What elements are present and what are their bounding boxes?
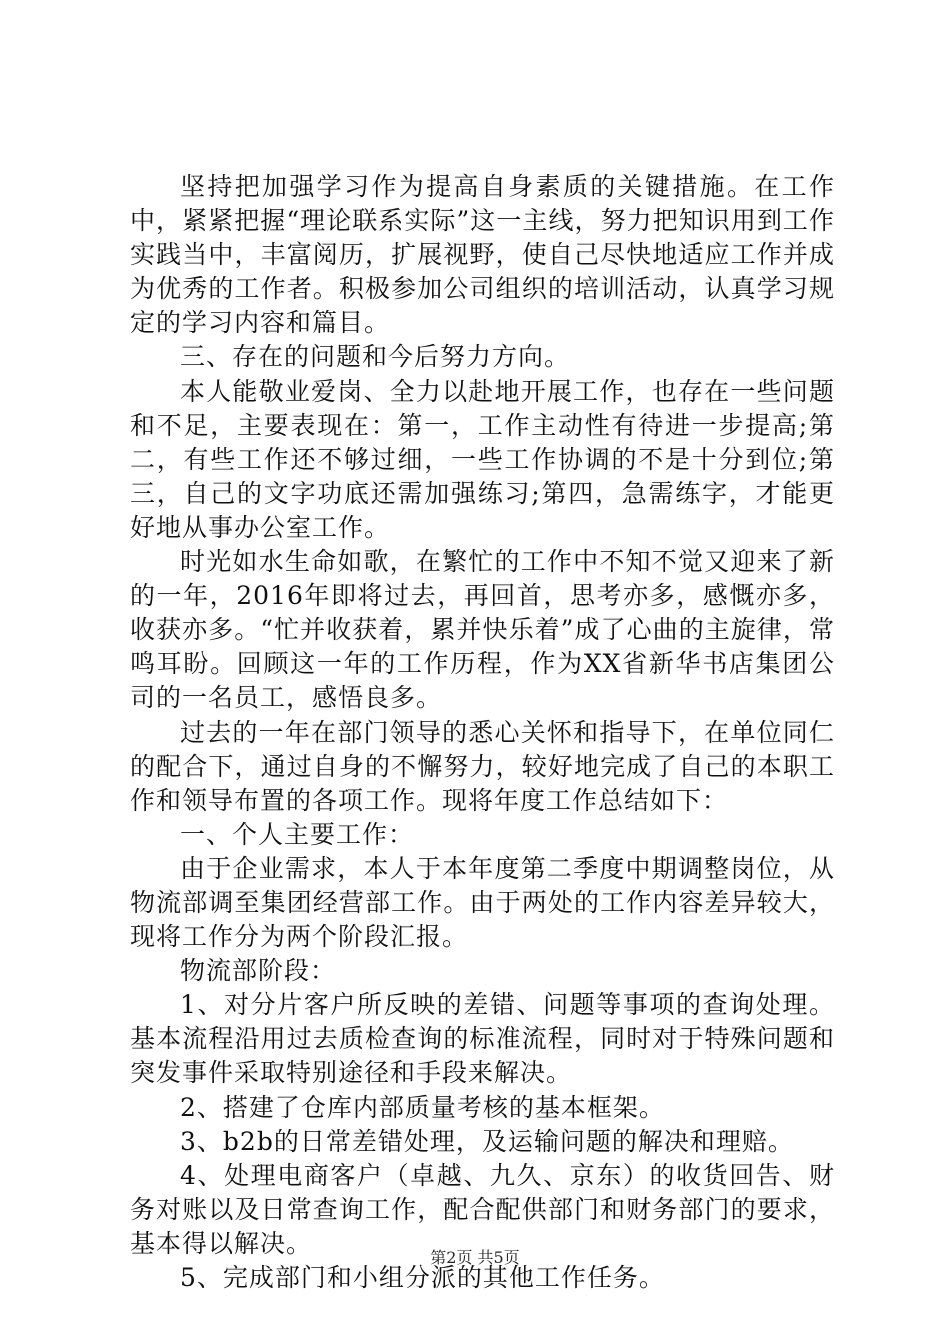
list-item-3: 3、b2b的日常差错处理，及运输问题的解决和理赔。 [180, 1126, 794, 1156]
heading-main-work: 一、个人主要工作： [180, 819, 415, 849]
list-item-5: 5、完成部门和小组分派的其他工作任务。 [180, 1263, 665, 1292]
paragraph-year-review: 时光如水生命如歌，在繁忙的工作中不知不觉又迎来了新的一年，2016年即将过去，再回首，思考亦多，感慨亦多，收获亦多。“忙并收获着，累并快乐着”成了心曲的主旋律，常鸣耳盼。回顾这一年的工作历程，作为XX省新华书店集团公司的一名员工，感悟良多。 [130, 547, 835, 713]
page-number-footer: 第2页 共5页 [430, 1248, 520, 1267]
list-item-1: 1、对分片客户所反映的差错、问题等事项的查询处理。基本流程沿用过去质检查询的标准流程，同时对于特殊问题和突发事件采取特别途径和手段来解决。 [130, 990, 835, 1088]
heading-logistics-stage: 物流部阶段： [180, 956, 337, 986]
paragraph-study: 坚持把加强学习作为提高自身素质的关键措施。在工作中，紧紧把握“理论联系实际”这一主线，努力把知识用到工作实践当中，丰富阅历，扩展视野，使自己尽快地适应工作并成为优秀的工作者。积极参加公司组织的培训活动，认真学习规定的学习内容和篇目。 [130, 172, 835, 338]
document-body [130, 170, 835, 1295]
list-item-2: 2、搭建了仓库内部质量考核的基本框架。 [180, 1092, 665, 1122]
paragraph-summary-intro: 过去的一年在部门领导的悉心关怀和指导下，在单位同仁的配合下，通过自身的不懈努力，较好地完成了自己的本职工作和领导布置的各项工作。现将年度工作总结如下： [130, 717, 835, 815]
paragraph-position-change: 由于企业需求，本人于本年度第二季度中期调整岗位，从物流部调至集团经营部工作。由于两处的工作内容差异较大，现将工作分为两个阶段汇报。 [130, 853, 835, 952]
paragraph-shortcomings: 本人能敬业爱岗、全力以赴地开展工作，也存在一些问题和不足，主要表现在：第一，工作主动性有待进一步提高;第二，有些工作还不够过细，一些工作协调的不是十分到位;第三，自己的文字功底还需加强练习;第四，急需练字，才能更好地从事办公室工作。 [130, 376, 835, 542]
heading-problems: 三、存在的问题和今后努力方向。 [180, 342, 571, 372]
list-item-4: 4、处理电商客户（卓越、九久、京东）的收货回告、财务对账以及日常查询工作，配合配供部门和财务部门的要求，基本得以解决。 [130, 1160, 835, 1258]
